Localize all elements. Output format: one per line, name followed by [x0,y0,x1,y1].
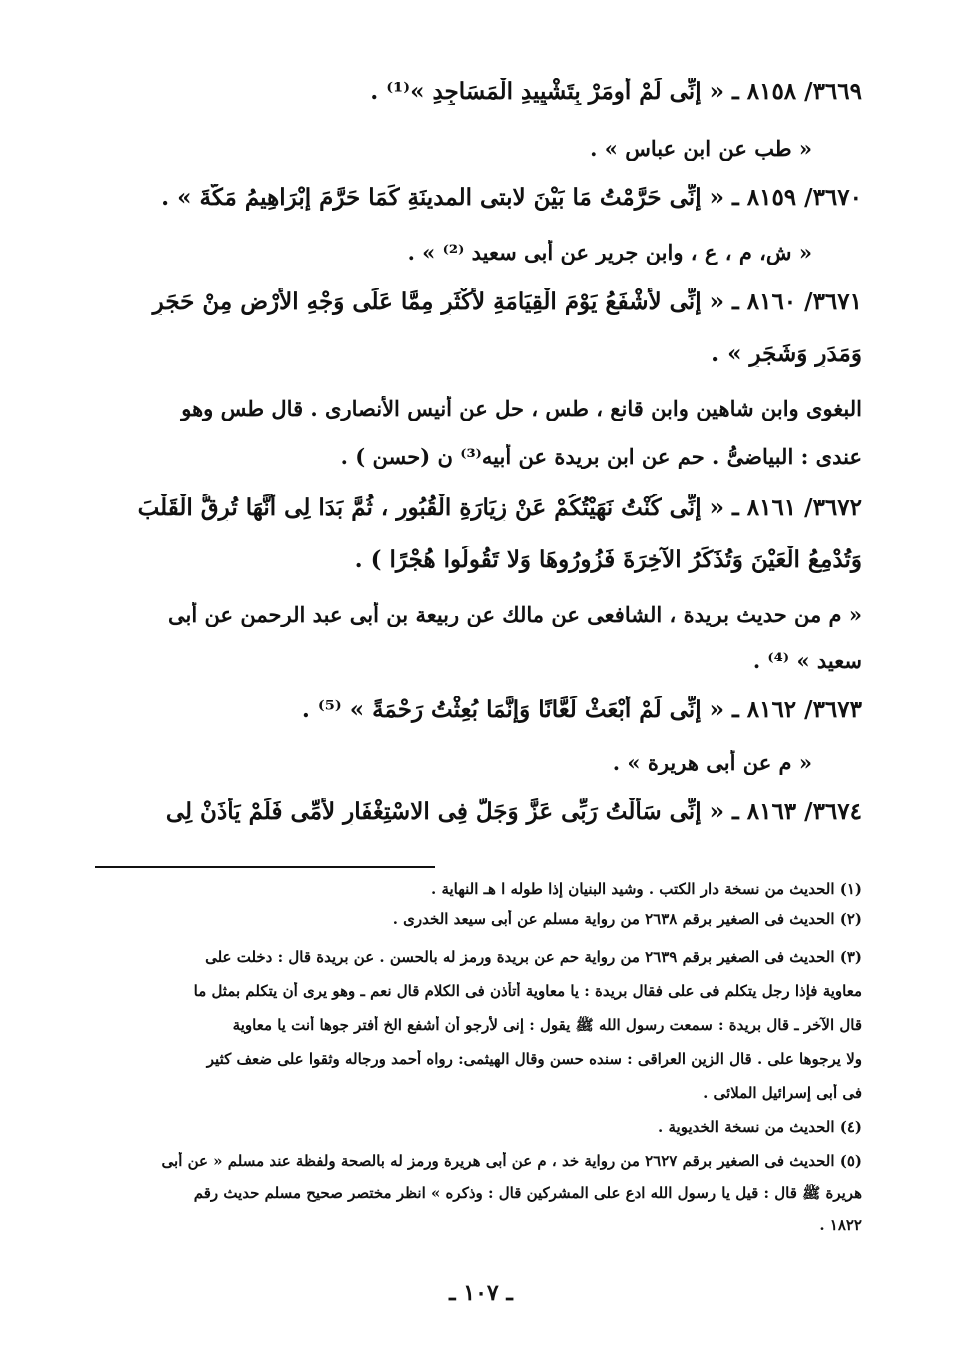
hadith-3669-source: « طب عن ابن عباس » . [590,136,812,161]
page-number: ـ ١٠٧ ـ [449,1280,513,1306]
hadith-3670-source: « ش، م ، ع ، وابن جرير عن أبى سعيد ⁽²⁾ » . [407,240,812,265]
footnote-3-line5: فى أبى إسرائيل الملائى . [703,1084,862,1102]
footnote-2: (٢) الحديث فى الصغير برقم ٢٦٣٨ من رواية مسلم عن أبى سيعد الخدرى . [392,910,862,928]
footnote-3-line2: معاوية فإذا رجل يتكلم فى على فقال بريدة : يا معاوية أتأذن فى الكلام قال نعم ـ وهو يرى أن يتكلم بمثل ما [193,982,862,1000]
hadith-3672-text-line2: وَتُدْمِعُ الْعَيْنَ وَتُذَكِّرُ الآخِرَةَ فَزُورُوهَا وَلا تَقُولُوا هُجْرًا ) . [354,546,862,573]
footnote-5-line1: (٥) الحديث فى الصغير برقم ٢٦٢٧ من رواية خد ، م عن أبى هريرة ورمز له بالصحة ولفظة عند مسلم « عن أبى [161,1152,862,1170]
hadith-3674-text: ٣٦٧٤/ ٨١٦٣ ـ « إِنِّى سَأَلْتُ رَبِّى عَزَّ وَجَلَّ فِى الاسْتِغْفَارِ لأُمِّى فَلَمْ يَأْذَنْ لِى [165,798,862,825]
hadith-3673-source: « م عن أبى هريرة » . [612,750,812,775]
hadith-3672-text-line1: ٣٦٧٢/ ٨١٦١ ـ « إِنِّى كُنْتُ نَهَيْتُكُمْ عَنْ زِيَارَةِ الْقُبُورِ ، ثُمَّ بَدَا لِى أَنَّهَا تُرِقُّ الْقَلْبَ [137,494,862,521]
footnote-3-line1: (٣) الحديث فى الصغير برقم ٢٦٣٩ من رواية حم عن بريدة ورمز له بالحسن . عن بريدة قال : دخلت على [205,948,862,966]
hadith-3672-source-line2: سعيد » ⁽⁴⁾ . [752,648,862,673]
hadith-3671-source-line1: البغوى وابن شاهين وابن قانع ، طس ، حل عن أنيس الأنصارى . قال طس وهو [181,396,862,421]
footnote-5-line3: ١٨٢٢ . [819,1216,862,1234]
footnote-3-line3: قال الآخر ـ قال بريدة : سمعت رسول الله ﷺ يقول : إنى لأرجو أن أشفع الخ أفتر جوها أنت يا معاوية [232,1016,862,1034]
footnote-3-line4: ولا يرجوها على . قال الزين العراقى : سنده حسن وقال الهيثمى: رواه أحمد ورجاله وثقوا على ضعف كثير [206,1050,862,1068]
hadith-3669-text: ٣٦٦٩/ ٨١٥٨ ـ « إِنِّى لَمْ أُومَرْ بِتَشْيِيدِ الْمَسَاجِدِ »⁽¹⁾ . [370,78,862,105]
hadith-3672-source-line1: « م من حديث بريدة ، الشافعى عن مالك عن ربيعة بن أبى عبد الرحمن عن أبى [168,602,862,627]
hadith-3670-text: ٣٦٧٠/ ٨١٥٩ ـ « إِنِّى حَرَّمْتُ مَا بَيْنَ لابتى المدينَةِ كَمَا حَرَّمَ إِبْرَاهِيمُ مَكَّةَ » . [161,184,862,211]
hadith-3671-source-line2: عندى : البياضىُّ . حم عن ابن بريدة عن أبيه⁽³⁾ ن (حسن ) . [340,444,862,469]
footnote-separator [95,866,435,868]
hadith-3671-text-line1: ٣٦٧١/ ٨١٦٠ ـ « إِنِّى لأَشْفَعُ يَوْمَ الْقِيَامَةِ لأَكْثَرِ مِمَّا عَلَى وَجْهِ الأَرْضِ مِنْ حَجَرٍ [152,288,862,315]
hadith-3671-text-line2: وَمَدَرٍ وَشَجَرٍ » . [711,340,862,367]
hadith-3673-text: ٣٦٧٣/ ٨١٦٢ ـ « إِنِّى لَمْ أُبْعَثْ لَعَّانًا وَإِنَّمَا بُعِثْتُ رَحْمَةً » ⁽⁵⁾ . [301,696,862,723]
footnote-4: (٤) الحديث من نسخة الخديوية . [658,1118,862,1136]
footnote-5-line2: هريرة ﷺ قال : قيل يا رسول الله ادع على المشركين قال : وذكره » انظر مختصر صحيح مسلم حديث رقم [193,1184,862,1202]
footnote-1: (١) الحديث من نسخة دار الكتب . وشيد البنيان إذا طوله ا هـ النهاية . [431,880,862,898]
